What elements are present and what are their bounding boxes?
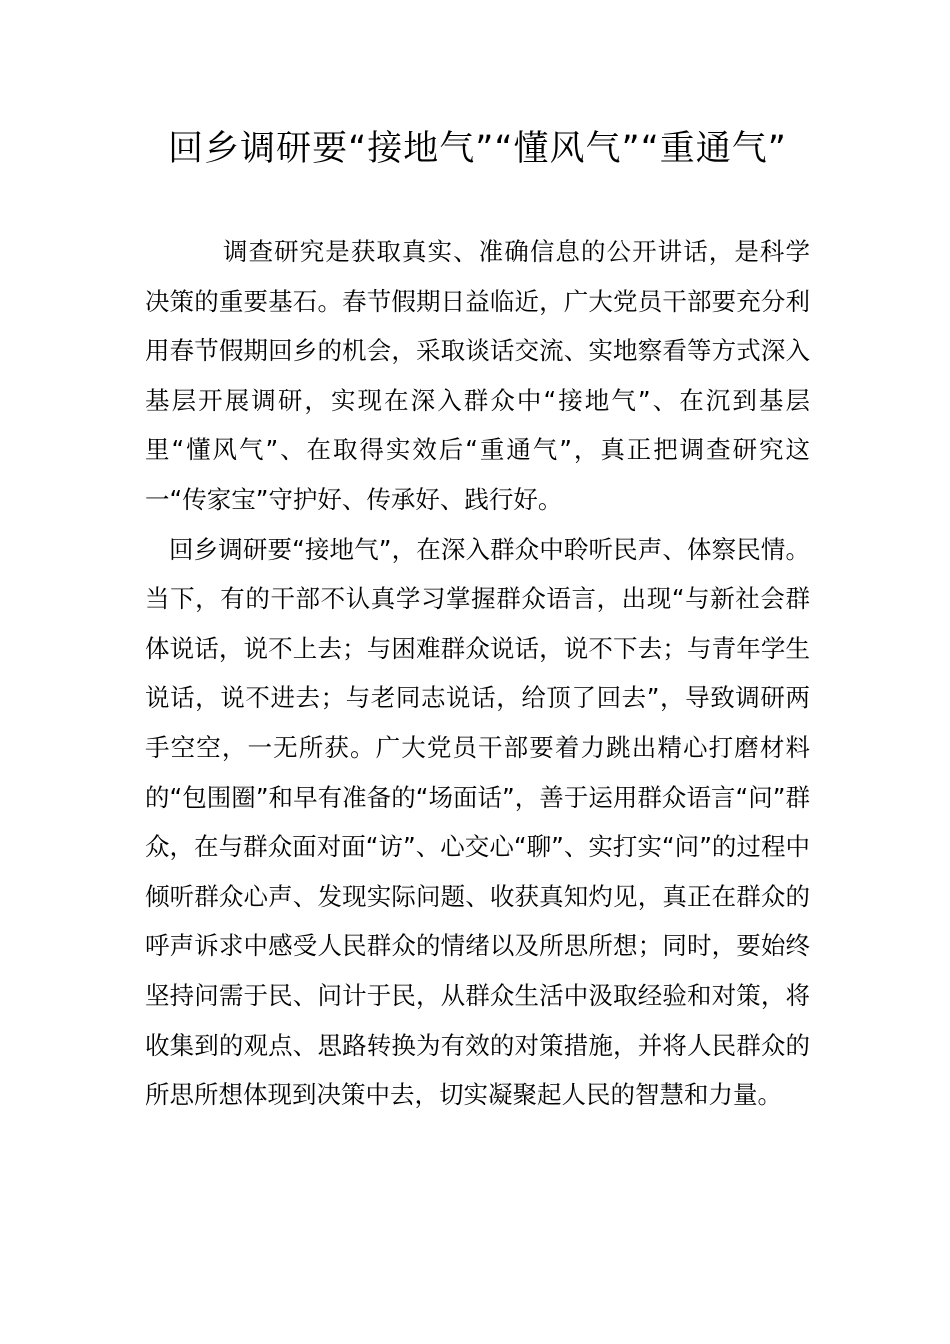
document-title: 回乡调研要“接地气”“懂风气”“重通气”	[168, 129, 787, 169]
paragraph-jie-di-qi: 回乡调研要“接地气”，在深入群众中聆听民声、体察民情。当下，有的干部不认真学习掌握群众语言，出现“与新社会群体说话，说不上去；与困难群众说话，说不下去；与青年学生说话，说不进去；与老同志说话，给顶了回去”，导致调研两手空空，一无所获。广大党员干部要着力跳出精心打磨材料的“包围圈”和早有准备的“场面话”，善于运用群众语言“问”群众，在与群众面对面“访”、心交心“聊”、实打实“问”的过程中倾听群众心声、发现实际问题、收获真知灼见，真正在群众的呼声诉求中感受人民群众的情绪以及所思所想；同时，要始终坚持问需于民、问计于民，从群众生活中汲取经验和对策，将收集到的观点、思路转换为有效的对策措施，并将人民群众的所思所想体现到决策中去，切实凝聚起人民的智慧和力量。	[145, 534, 810, 1110]
document-body	[145, 227, 810, 1120]
paragraph-intro: 调查研究是获取真实、准确信息的公开讲话，是科学决策的重要基石。春节假期日益临近，广大党员干部要充分利用春节假期回乡的机会，采取谈话交流、实地察看等方式深入基层开展调研，实现在深入群众中“接地气”、在沉到基层里“懂风气”、在取得实效后“重通气”，真正把调查研究这一“传家宝”守护好、传承好、践行好。	[145, 237, 810, 514]
